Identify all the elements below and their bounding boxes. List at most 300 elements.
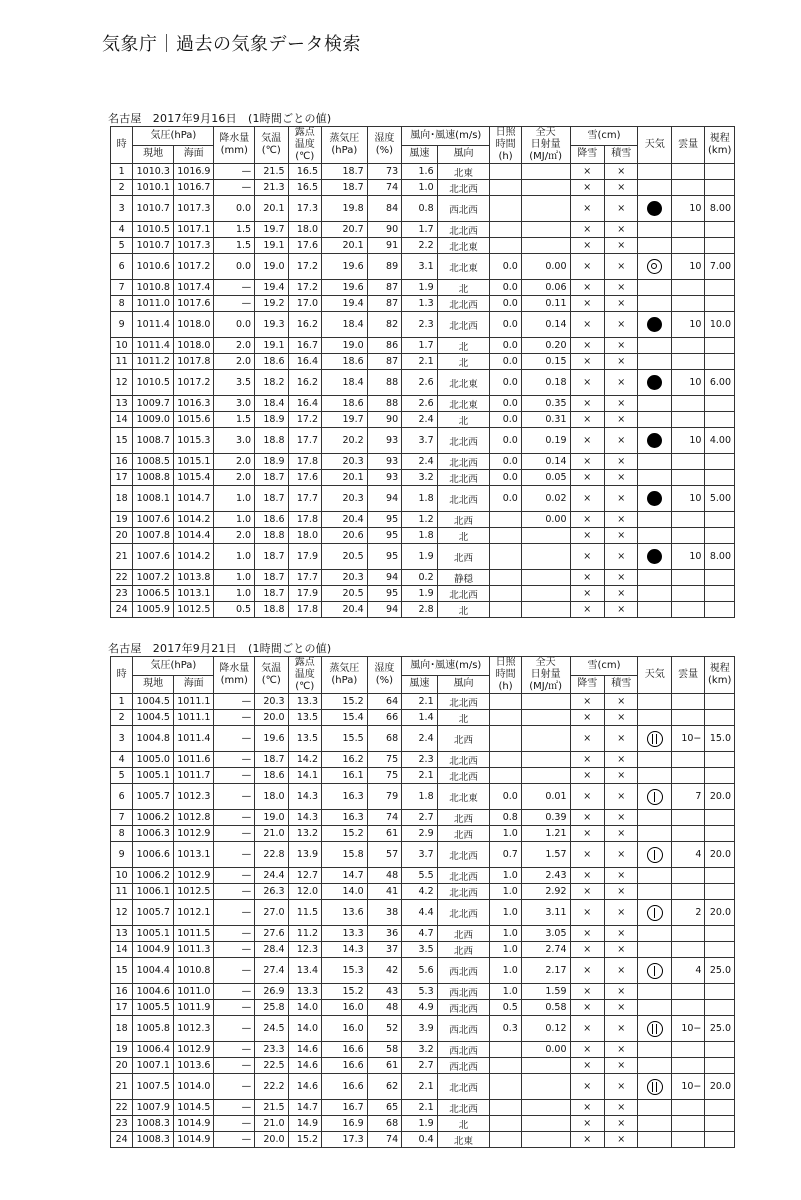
cell-cloud <box>671 1042 704 1058</box>
header-vis-label: 視程 <box>709 133 730 144</box>
table-row <box>111 602 735 618</box>
cloudy-weather-icon <box>647 731 663 747</box>
cell-snowdepth: × <box>604 842 637 868</box>
header-rad-label-2: 日射量 <box>530 139 561 150</box>
cell-vapor: 16.0 <box>322 1000 368 1016</box>
cell-snowdepth: × <box>604 1132 637 1148</box>
cell-wind-speed: 2.6 <box>402 370 438 396</box>
cell-dewpoint: 17.3 <box>288 196 321 222</box>
cell-sunshine: 0.8 <box>490 810 521 826</box>
cell-pressure-station: 1006.6 <box>133 842 174 868</box>
cell-wind-speed: 2.4 <box>402 454 438 470</box>
cell-snowdepth: × <box>604 784 637 810</box>
table-row <box>111 570 735 586</box>
cell-vapor: 15.2 <box>322 826 368 842</box>
cell-vapor: 15.8 <box>322 842 368 868</box>
cell-cloud <box>671 412 704 428</box>
cell-sunshine: 1.0 <box>490 984 521 1000</box>
cell-weather <box>638 512 671 528</box>
cell-wind-speed: 2.7 <box>402 1058 438 1074</box>
cell-sunshine: 1.0 <box>490 884 521 900</box>
cell-hour: 11 <box>111 354 133 370</box>
cell-hour: 12 <box>111 370 133 396</box>
cell-precip: — <box>214 1074 255 1100</box>
cell-vapor: 19.6 <box>322 254 368 280</box>
cell-cloud <box>671 942 704 958</box>
cell-humidity: 75 <box>367 768 401 784</box>
cell-cloud <box>671 768 704 784</box>
cell-snowfall: × <box>570 984 604 1000</box>
cell-visibility <box>705 222 735 238</box>
cell-humidity: 86 <box>367 338 401 354</box>
header-rad-label-2: 日射量 <box>530 669 561 680</box>
cell-dewpoint: 14.9 <box>288 1116 321 1132</box>
cell-pressure-sea: 1012.9 <box>173 1042 214 1058</box>
cell-radiation: 2.74 <box>521 942 570 958</box>
cell-temp: 18.6 <box>255 354 288 370</box>
cell-pressure-station: 1004.4 <box>133 958 174 984</box>
cell-temp: 19.7 <box>255 222 288 238</box>
cell-hour: 6 <box>111 254 133 280</box>
cell-hour: 24 <box>111 602 133 618</box>
weather-data-table <box>110 656 735 1148</box>
cell-pressure-station: 1008.5 <box>133 454 174 470</box>
cell-hour: 7 <box>111 280 133 296</box>
cell-vapor: 18.7 <box>322 180 368 196</box>
rain-weather-icon <box>647 491 662 506</box>
cell-cloud: 4 <box>671 958 704 984</box>
header-sun-label-1: 日照 <box>495 127 516 138</box>
cell-radiation: 0.15 <box>521 354 570 370</box>
cell-pressure-sea: 1014.4 <box>173 528 214 544</box>
header-radiation <box>521 657 570 694</box>
cell-wind-dir: 北 <box>437 710 490 726</box>
table-body <box>111 164 735 618</box>
cell-cloud: 10− <box>671 726 704 752</box>
table-row <box>111 470 735 486</box>
cell-dewpoint: 18.0 <box>288 528 321 544</box>
cell-snowdepth: × <box>604 984 637 1000</box>
cell-snowdepth: × <box>604 354 637 370</box>
cell-pressure-station: 1004.5 <box>133 694 174 710</box>
cell-humidity: 38 <box>367 900 401 926</box>
header-snowdepth: 積雪 <box>604 675 637 694</box>
cell-pressure-station: 1010.7 <box>133 238 174 254</box>
cell-wind-dir: 北西 <box>437 942 490 958</box>
cell-snowdepth: × <box>604 296 637 312</box>
cell-sunshine: 0.0 <box>490 296 521 312</box>
cell-wind-dir: 北東 <box>437 164 490 180</box>
cell-humidity: 91 <box>367 238 401 254</box>
cell-temp: 18.7 <box>255 570 288 586</box>
table-row <box>111 784 735 810</box>
cell-weather <box>638 768 671 784</box>
cell-wind-dir: 北 <box>437 280 490 296</box>
cell-snowfall: × <box>570 1042 604 1058</box>
cell-humidity: 43 <box>367 984 401 1000</box>
header-weather: 天気 <box>638 657 671 694</box>
cell-hour: 19 <box>111 1042 133 1058</box>
cell-visibility <box>705 570 735 586</box>
cell-temp: 18.6 <box>255 512 288 528</box>
cell-visibility <box>705 280 735 296</box>
cell-snowfall: × <box>570 222 604 238</box>
rain-weather-icon <box>647 375 662 390</box>
cell-weather <box>638 694 671 710</box>
cell-pressure-station: 1006.3 <box>133 826 174 842</box>
table-row <box>111 900 735 926</box>
cell-hour: 2 <box>111 710 133 726</box>
cell-wind-speed: 3.7 <box>402 842 438 868</box>
cell-precip: — <box>214 164 255 180</box>
cell-vapor: 20.1 <box>322 238 368 254</box>
cell-radiation <box>521 544 570 570</box>
cell-wind-speed: 5.5 <box>402 868 438 884</box>
header-humidity-unit: (%) <box>375 145 394 156</box>
cell-weather <box>638 312 671 338</box>
header-sun-unit: (h) <box>498 151 513 162</box>
cell-precip: 1.0 <box>214 570 255 586</box>
cell-hour: 23 <box>111 586 133 602</box>
cell-cloud <box>671 1100 704 1116</box>
cell-weather <box>638 528 671 544</box>
cell-dewpoint: 14.0 <box>288 1000 321 1016</box>
cell-temp: 18.9 <box>255 454 288 470</box>
cell-dewpoint: 17.0 <box>288 296 321 312</box>
cell-wind-dir: 北北東 <box>437 784 490 810</box>
cell-snowdepth: × <box>604 926 637 942</box>
cell-weather <box>638 238 671 254</box>
cell-visibility <box>705 602 735 618</box>
cell-sunshine: 1.0 <box>490 926 521 942</box>
cell-precip: 0.0 <box>214 254 255 280</box>
cell-dewpoint: 17.9 <box>288 586 321 602</box>
cell-sunshine: 0.7 <box>490 842 521 868</box>
cell-pressure-station: 1011.0 <box>133 296 174 312</box>
cell-visibility: 15.0 <box>705 726 735 752</box>
cell-vapor: 20.3 <box>322 486 368 512</box>
cell-precip: 0.0 <box>214 196 255 222</box>
cell-humidity: 82 <box>367 312 401 338</box>
cell-snowdepth: × <box>604 512 637 528</box>
cell-wind-dir: 北北西 <box>437 222 490 238</box>
cell-hour: 11 <box>111 884 133 900</box>
cell-temp: 20.1 <box>255 196 288 222</box>
cell-precip: — <box>214 280 255 296</box>
cell-vapor: 20.5 <box>322 586 368 602</box>
cell-sunshine <box>490 164 521 180</box>
table-row <box>111 694 735 710</box>
cell-hour: 4 <box>111 222 133 238</box>
cell-radiation: 0.58 <box>521 1000 570 1016</box>
cell-wind-speed: 1.3 <box>402 296 438 312</box>
cell-wind-dir: 北 <box>437 338 490 354</box>
table-row <box>111 826 735 842</box>
cell-hour: 1 <box>111 694 133 710</box>
table-caption: 名古屋 2017年9月16日 (1時間ごとの値) <box>108 112 332 125</box>
header-humidity-label: 湿度 <box>374 663 395 674</box>
cell-hour: 3 <box>111 726 133 752</box>
cell-precip: 1.5 <box>214 222 255 238</box>
cell-pressure-sea: 1012.3 <box>173 1016 214 1042</box>
cell-cloud: 2 <box>671 900 704 926</box>
cell-temp: 26.3 <box>255 884 288 900</box>
cell-wind-speed: 2.3 <box>402 312 438 338</box>
cell-dewpoint: 14.6 <box>288 1074 321 1100</box>
cell-wind-speed: 2.1 <box>402 694 438 710</box>
table-row <box>111 196 735 222</box>
cell-humidity: 61 <box>367 1058 401 1074</box>
cell-hour: 6 <box>111 784 133 810</box>
cell-wind-speed: 2.2 <box>402 238 438 254</box>
cell-pressure-sea: 1011.4 <box>173 726 214 752</box>
cell-humidity: 94 <box>367 570 401 586</box>
cell-radiation <box>521 164 570 180</box>
cell-wind-dir: 北北西 <box>437 1074 490 1100</box>
cell-pressure-sea: 1011.1 <box>173 694 214 710</box>
cell-pressure-station: 1004.9 <box>133 942 174 958</box>
cell-hour: 18 <box>111 1016 133 1042</box>
cell-hour: 22 <box>111 1100 133 1116</box>
cell-weather <box>638 710 671 726</box>
header-vapor-unit: (hPa) <box>331 675 358 686</box>
cell-pressure-sea: 1011.7 <box>173 768 214 784</box>
cell-humidity: 61 <box>367 826 401 842</box>
cell-snowdepth: × <box>604 1016 637 1042</box>
cell-vapor: 19.0 <box>322 338 368 354</box>
cell-visibility: 25.0 <box>705 1016 735 1042</box>
cell-radiation: 0.14 <box>521 312 570 338</box>
cell-sunshine <box>490 180 521 196</box>
cell-wind-speed: 2.1 <box>402 354 438 370</box>
cell-weather <box>638 586 671 602</box>
cell-wind-speed: 1.0 <box>402 180 438 196</box>
cell-cloud <box>671 602 704 618</box>
cell-wind-dir: 西北西 <box>437 1058 490 1074</box>
cell-vapor: 18.4 <box>322 370 368 396</box>
cell-snowfall: × <box>570 338 604 354</box>
cell-pressure-station: 1006.1 <box>133 884 174 900</box>
header-weather: 天気 <box>638 127 671 164</box>
header-sun-unit: (h) <box>498 681 513 692</box>
cell-visibility <box>705 396 735 412</box>
cell-pressure-station: 1006.4 <box>133 1042 174 1058</box>
cell-temp: 18.8 <box>255 428 288 454</box>
cell-vapor: 18.6 <box>322 396 368 412</box>
table-row <box>111 528 735 544</box>
cell-pressure-station: 1005.7 <box>133 784 174 810</box>
cell-vapor: 15.5 <box>322 726 368 752</box>
cell-cloud <box>671 694 704 710</box>
rain-weather-icon <box>647 433 662 448</box>
cell-pressure-sea: 1013.6 <box>173 1058 214 1074</box>
cell-weather <box>638 544 671 570</box>
cell-pressure-station: 1011.4 <box>133 312 174 338</box>
cell-pressure-station: 1007.5 <box>133 1074 174 1100</box>
cell-weather <box>638 1000 671 1016</box>
cell-pressure-sea: 1012.5 <box>173 884 214 900</box>
cell-wind-speed: 2.3 <box>402 752 438 768</box>
cell-pressure-sea: 1017.1 <box>173 222 214 238</box>
cell-visibility: 6.00 <box>705 370 735 396</box>
cell-wind-dir: 北北西 <box>437 868 490 884</box>
header-dewpoint <box>288 657 321 694</box>
cell-cloud <box>671 164 704 180</box>
cell-dewpoint: 17.2 <box>288 280 321 296</box>
cell-hour: 24 <box>111 1132 133 1148</box>
cell-temp: 18.8 <box>255 602 288 618</box>
cell-humidity: 74 <box>367 1132 401 1148</box>
cell-cloud <box>671 470 704 486</box>
cell-hour: 9 <box>111 312 133 338</box>
cell-weather <box>638 296 671 312</box>
cell-vapor: 17.3 <box>322 1132 368 1148</box>
cell-temp: 26.9 <box>255 984 288 1000</box>
cell-wind-speed: 5.3 <box>402 984 438 1000</box>
cell-pressure-station: 1005.5 <box>133 1000 174 1016</box>
cell-temp: 21.0 <box>255 1116 288 1132</box>
cell-precip: 3.5 <box>214 370 255 396</box>
cell-dewpoint: 14.6 <box>288 1042 321 1058</box>
cell-wind-dir: 西北西 <box>437 984 490 1000</box>
cell-pressure-station: 1005.7 <box>133 900 174 926</box>
cell-temp: 19.0 <box>255 810 288 826</box>
cell-radiation <box>521 528 570 544</box>
cell-temp: 18.0 <box>255 784 288 810</box>
cell-weather <box>638 280 671 296</box>
cell-humidity: 79 <box>367 784 401 810</box>
cell-cloud <box>671 926 704 942</box>
cell-dewpoint: 14.0 <box>288 1016 321 1042</box>
cell-vapor: 20.2 <box>322 428 368 454</box>
cell-temp: 20.3 <box>255 694 288 710</box>
cell-visibility <box>705 1000 735 1016</box>
weather-data-table <box>110 126 735 618</box>
cloudy-weather-icon <box>647 1021 663 1037</box>
cell-pressure-sea: 1014.9 <box>173 1116 214 1132</box>
cell-humidity: 68 <box>367 1116 401 1132</box>
cell-wind-speed: 2.6 <box>402 396 438 412</box>
partly-cloudy-weather-icon <box>647 963 663 979</box>
cell-visibility <box>705 984 735 1000</box>
cell-wind-speed: 0.4 <box>402 1132 438 1148</box>
header-pressure-sea: 海面 <box>173 675 214 694</box>
cell-radiation: 1.59 <box>521 984 570 1000</box>
header-wind-dir: 風向 <box>437 675 490 694</box>
table-row <box>111 1116 735 1132</box>
cell-snowdepth: × <box>604 164 637 180</box>
cell-temp: 27.0 <box>255 900 288 926</box>
cell-hour: 2 <box>111 180 133 196</box>
cell-wind-dir: 北西 <box>437 810 490 826</box>
cell-pressure-sea: 1010.8 <box>173 958 214 984</box>
cell-snowfall: × <box>570 826 604 842</box>
cell-cloud <box>671 1000 704 1016</box>
cell-wind-dir: 北北西 <box>437 768 490 784</box>
cell-precip: 1.0 <box>214 586 255 602</box>
cell-dewpoint: 12.3 <box>288 942 321 958</box>
cell-snowdepth: × <box>604 412 637 428</box>
cell-snowfall: × <box>570 752 604 768</box>
table-row <box>111 338 735 354</box>
cell-precip: — <box>214 694 255 710</box>
header-vis-unit: (km) <box>708 675 732 686</box>
table-row <box>111 412 735 428</box>
cell-sunshine: 1.0 <box>490 826 521 842</box>
cell-snowfall: × <box>570 1074 604 1100</box>
cell-precip: — <box>214 810 255 826</box>
cell-precip: 0.5 <box>214 602 255 618</box>
header-wind: 風向･風速(m/s) <box>402 127 490 146</box>
cell-vapor: 15.2 <box>322 984 368 1000</box>
cell-snowdepth: × <box>604 942 637 958</box>
overcast-weather-icon <box>647 259 662 274</box>
cell-cloud <box>671 984 704 1000</box>
cell-humidity: 93 <box>367 454 401 470</box>
cell-precip: — <box>214 1016 255 1042</box>
cell-temp: 18.4 <box>255 396 288 412</box>
cell-visibility <box>705 164 735 180</box>
cell-snowfall: × <box>570 726 604 752</box>
cell-hour: 21 <box>111 1074 133 1100</box>
cell-snowfall: × <box>570 958 604 984</box>
cell-snowdepth: × <box>604 1058 637 1074</box>
cell-weather <box>638 396 671 412</box>
cell-wind-speed: 4.4 <box>402 900 438 926</box>
header-precip <box>214 657 255 694</box>
cell-cloud <box>671 1116 704 1132</box>
cell-snowdepth: × <box>604 694 637 710</box>
table-row <box>111 180 735 196</box>
cell-pressure-station: 1010.5 <box>133 222 174 238</box>
cell-precip: — <box>214 752 255 768</box>
cell-wind-speed: 1.2 <box>402 512 438 528</box>
cell-snowdepth: × <box>604 752 637 768</box>
cell-radiation: 2.43 <box>521 868 570 884</box>
cell-vapor: 20.3 <box>322 570 368 586</box>
cell-weather <box>638 164 671 180</box>
header-rad-label-1: 全天 <box>535 657 556 668</box>
cell-sunshine: 1.0 <box>490 942 521 958</box>
cell-humidity: 93 <box>367 428 401 454</box>
cell-wind-dir: 北 <box>437 528 490 544</box>
table-row <box>111 1016 735 1042</box>
cell-vapor: 16.2 <box>322 752 368 768</box>
cell-wind-speed: 1.9 <box>402 280 438 296</box>
cell-vapor: 18.7 <box>322 164 368 180</box>
cell-humidity: 66 <box>367 710 401 726</box>
cell-pressure-sea: 1016.3 <box>173 396 214 412</box>
cell-vapor: 14.7 <box>322 868 368 884</box>
cell-vapor: 20.5 <box>322 544 368 570</box>
cell-weather <box>638 842 671 868</box>
cell-snowfall: × <box>570 370 604 396</box>
cell-pressure-sea: 1017.6 <box>173 296 214 312</box>
cell-wind-dir: 西北西 <box>437 1042 490 1058</box>
cell-wind-speed: 1.7 <box>402 338 438 354</box>
cell-vapor: 18.4 <box>322 312 368 338</box>
cell-dewpoint: 17.7 <box>288 570 321 586</box>
cell-dewpoint: 13.9 <box>288 842 321 868</box>
cell-pressure-sea: 1017.8 <box>173 354 214 370</box>
cell-dewpoint: 14.3 <box>288 810 321 826</box>
cell-weather <box>638 810 671 826</box>
cell-pressure-sea: 1018.0 <box>173 338 214 354</box>
cell-radiation <box>521 726 570 752</box>
cell-pressure-station: 1006.2 <box>133 810 174 826</box>
cell-visibility <box>705 412 735 428</box>
header-temp-label: 気温 <box>261 663 282 674</box>
